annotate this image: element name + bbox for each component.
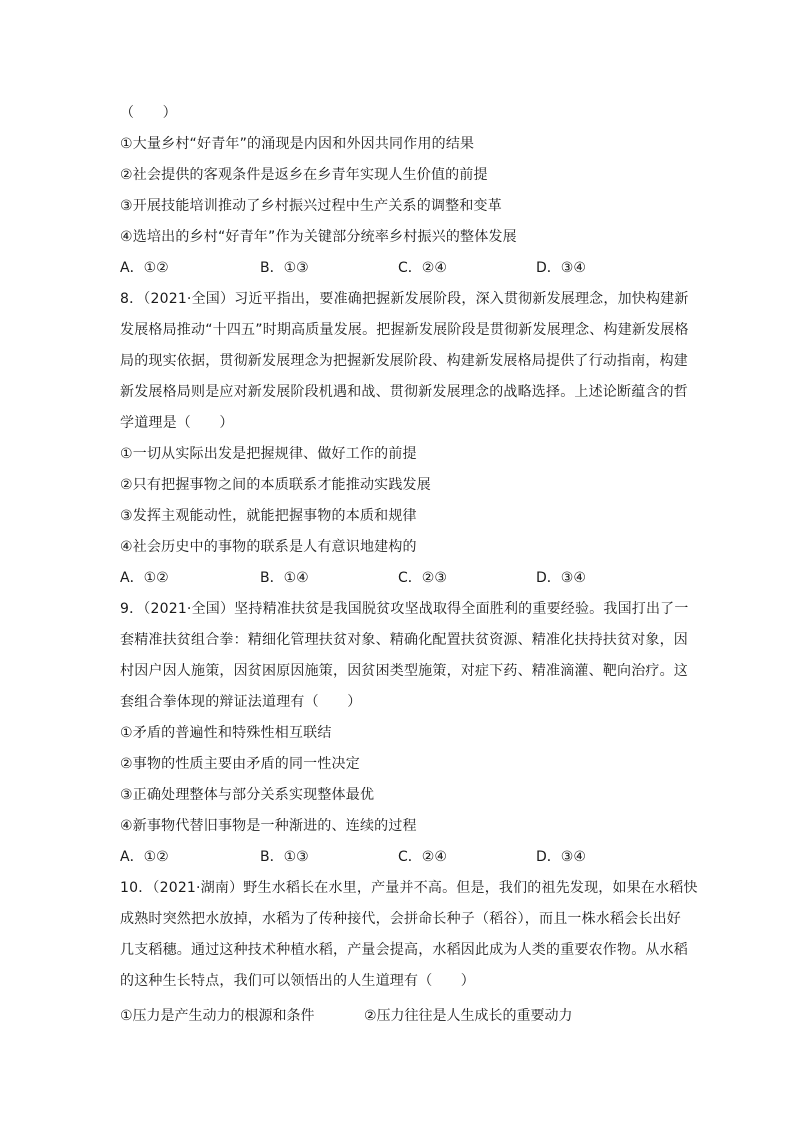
q9-stem-line-4: 套组合拳体现的辩证法道理有（ ） (120, 694, 362, 710)
q9-stem-line-3: 村因户因人施策，因贫困原因施策，因贫困类型施策，对症下药、精准滴灌、靶向治疗。这 (120, 663, 688, 679)
q8-stem-line-1: 8．（2021·全国）习近平指出，要准确把握新发展阶段，深入贯彻新发展理念，加快构建新 (120, 291, 689, 307)
q7-options (120, 258, 680, 278)
q7-item-1: ①大量乡村“好青年”的涌现是内因和外因共同作用的结果 (120, 136, 475, 152)
q8-stem-line-2: 发展格局推动“十四五”时期高质量发展。把握新发展阶段是贯彻新发展理念、构建新发展格 (120, 322, 689, 338)
q9-option-b: B．①③ (260, 849, 309, 865)
q9-options (120, 847, 680, 867)
q9-item-1: ①矛盾的普遍性和特殊性相互联结 (120, 725, 332, 741)
q8-option-b: B．①④ (260, 570, 309, 586)
q8-item-1: ①一切从实际出发是把握规律、做好工作的前提 (120, 446, 417, 462)
q8-item-3: ③发挥主观能动性，就能把握事物的本质和规律 (120, 508, 417, 524)
q9-item-2: ②事物的性质主要由矛盾的同一性决定 (120, 756, 360, 772)
q9-item-3: ③正确处理整体与部分关系实现整体最优 (120, 787, 375, 803)
q8-item-2: ②只有把握事物之间的本质联系才能推动实践发展 (120, 477, 431, 493)
q8-item-4: ④社会历史中的事物的联系是人有意识地建构的 (120, 539, 417, 555)
q8-option-c: C．②③ (398, 570, 447, 586)
q7-option-b: B．①③ (260, 260, 309, 276)
q9-stem-line-2: 套精准扶贫组合拳：精细化管理扶贫对象、精确化配置扶贫资源、精准化扶持扶贫对象，因 (120, 632, 688, 648)
q10-items-row (120, 1006, 640, 1026)
q10-stem-line-1: 10．（2021·湖南）野生水稻长在水里，产量并不高。但是，我们的祖先发现，如果在水稻快 (120, 880, 698, 896)
q8-stem-line-4: 新发展格局则是应对新发展阶段机遇和战、贯彻新发展理念的战略选择。上述论断蕴含的哲 (120, 384, 688, 400)
q8-option-a: A．①② (120, 570, 169, 586)
q7-item-4: ④选培出的乡村“好青年”作为关键部分统率乡村振兴的整体发展 (120, 229, 517, 245)
q8-stem-line-3: 局的现实依据，贯彻新发展理念为把握新发展阶段、构建新发展格局提供了行动指南，构建 (120, 353, 688, 369)
q9-stem-line-1: 9．（2021·全国）坚持精准扶贫是我国脱贫攻坚战取得全面胜利的重要经验。我国打出了一 (120, 601, 689, 617)
q8-stem-line-5: 学道理是（ ） (120, 415, 234, 431)
q9-option-c: C．②④ (398, 849, 447, 865)
q7-item-2: ②社会提供的客观条件是返乡在乡青年实现人生价值的前提 (120, 167, 488, 183)
q9-option-a: A．①② (120, 849, 169, 865)
q10-item-2: ②压力往往是人生成长的重要动力 (364, 1008, 573, 1024)
q9-item-4: ④新事物代替旧事物是一种渐进的、连续的过程 (120, 818, 417, 834)
q7-option-c: C．②④ (398, 260, 447, 276)
q7-paren: （ ） (120, 105, 177, 121)
q7-option-a: A．①② (120, 260, 169, 276)
q7-option-d: D．③④ (536, 260, 586, 276)
q9-option-d: D．③④ (536, 849, 586, 865)
q10-stem-line-3: 几支稻穗。通过这种技术种植水稻，产量会提高，水稻因此成为人类的重要农作物。从水稻 (120, 942, 688, 958)
q8-option-d: D．③④ (536, 570, 586, 586)
q10-item-1: ①压力是产生动力的根源和条件 (120, 1008, 315, 1024)
q10-stem-line-2: 成熟时突然把水放掉，水稻为了传种接代，会拼命长种子（稻谷），而且一株水稻会长出好 (120, 911, 681, 927)
q8-options (120, 568, 680, 588)
q10-stem-line-4: 的这种生长特点，我们可以领悟出的人生道理有（ ） (120, 973, 475, 989)
q7-item-3: ③开展技能培训推动了乡村振兴过程中生产关系的调整和变革 (120, 198, 502, 214)
